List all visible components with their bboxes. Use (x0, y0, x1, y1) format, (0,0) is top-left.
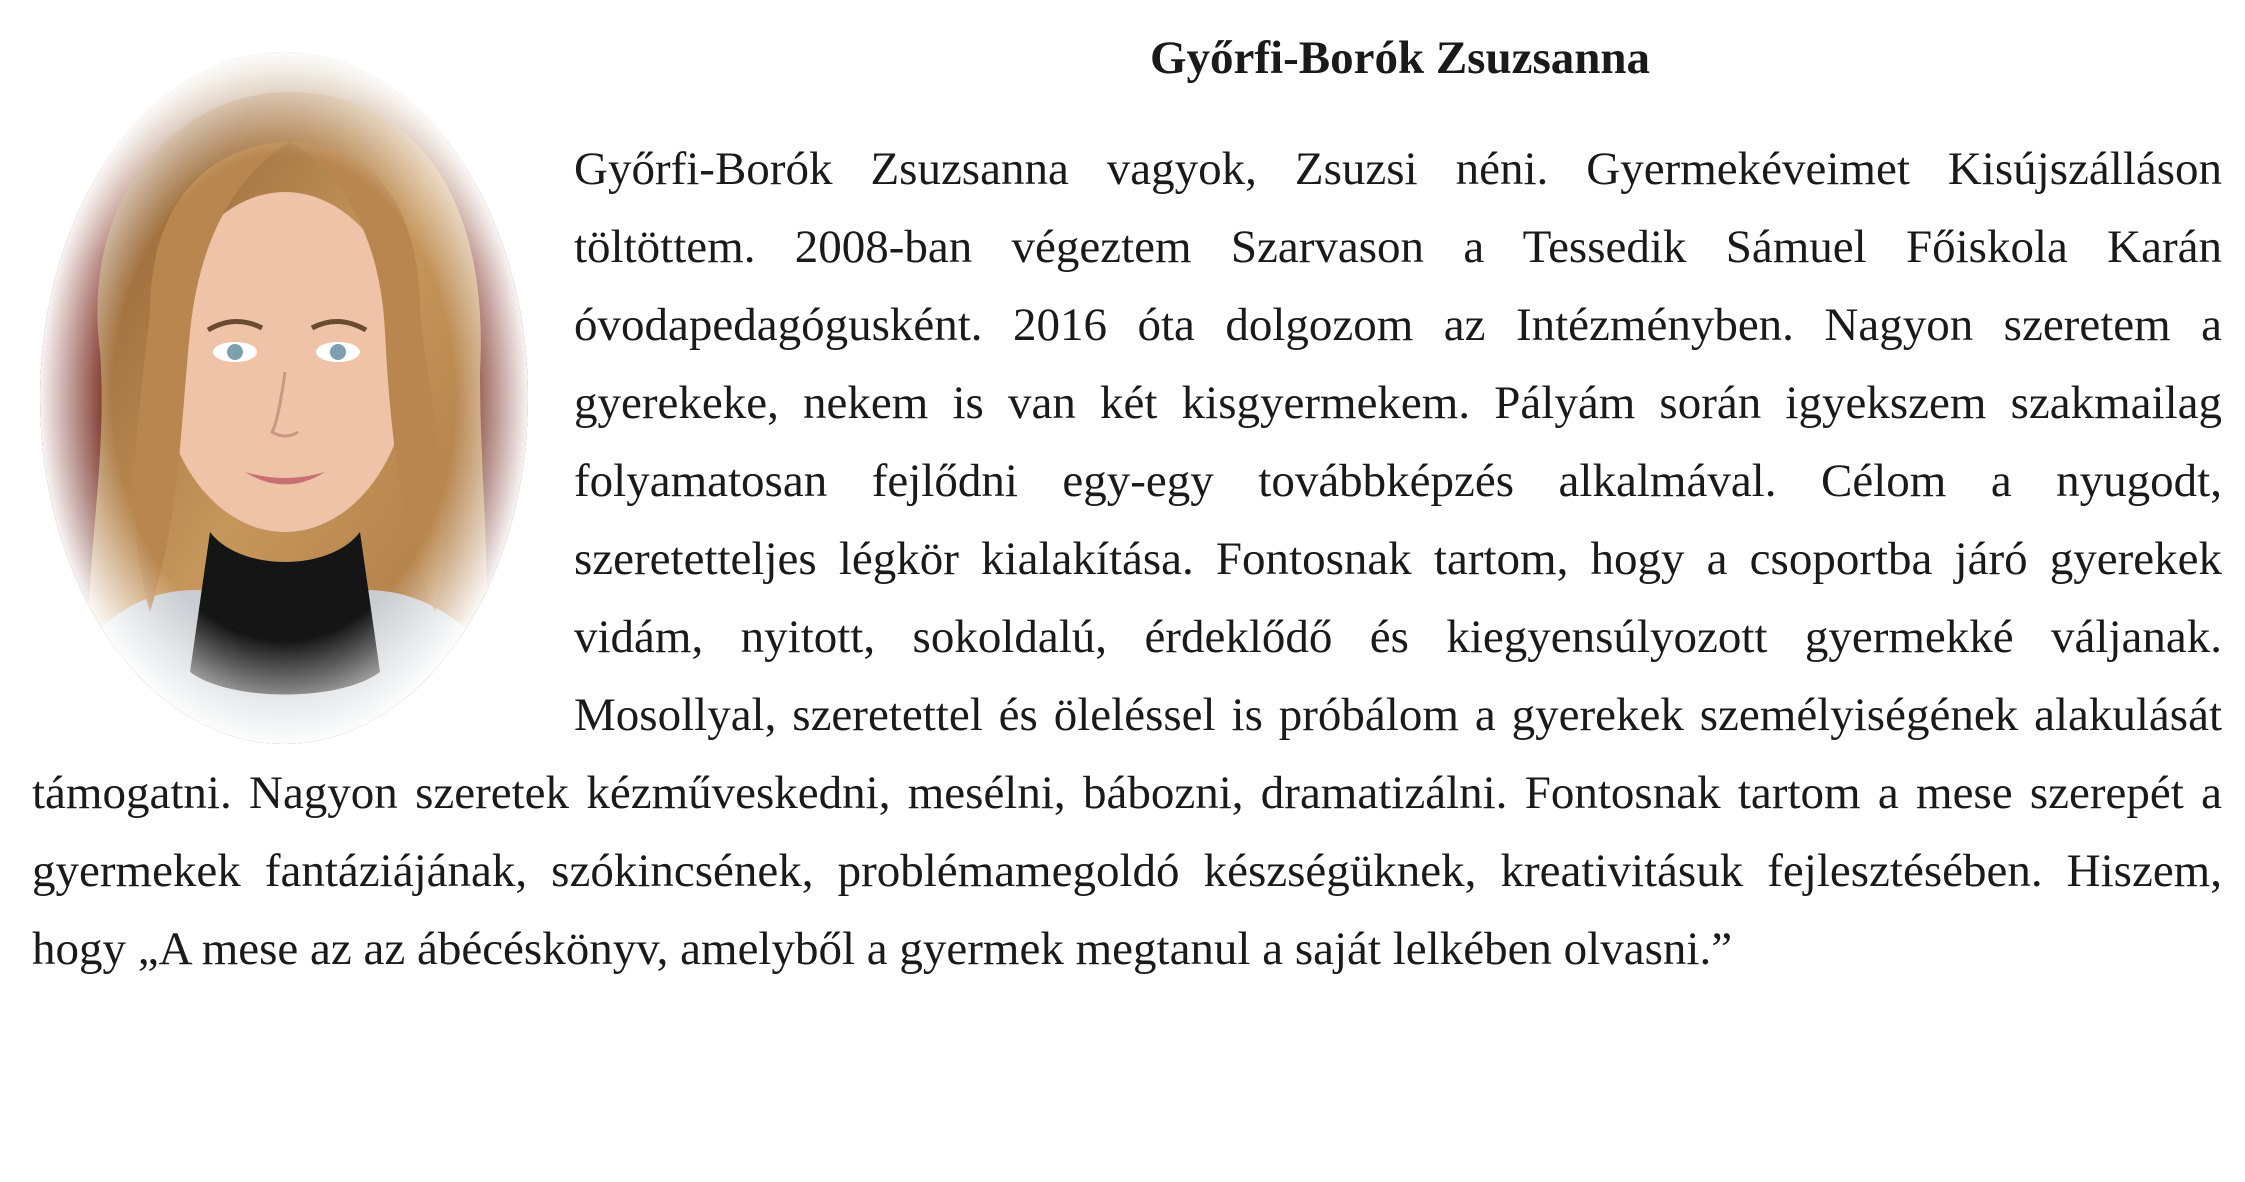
portrait-spacer (32, 130, 574, 754)
page-title: Győrfi-Borók Zsuzsanna (1149, 32, 1651, 84)
bio-text: Győrfi-Borók Zsuzsanna vagyok, Zsuzsi néni. Gyermekéveimet Kisújszálláson töltöttem. 2008-ban végeztem Szarvason a Tessedik Sámuel Főiskola Karán óvodapedagógusként. 2016 óta dolgozom az Intézményben. Nagyon szeretem a gyerekeke, nekem is van két kisgyermekem. Pályám során igyekszem szakmailag folyamatosan fejlődni egy-egy továbbképzés alkalmával. Célom a nyugodt, szeretetteljes légkör kialakítása. Fontosnak tartom, hogy a csoportba járó gyerekek vidám, nyitott, sokoldalú, érdeklődő és kiegyensúlyozott gyermekké váljanak. Mosollyal, szeretettel és öleléssel is próbálom a gyerekek személyiségének alakulását támogatni. Nagyon szeretek kézműveskedni, mesélni, bábozni, dramatizálni. Fontosnak tartom a mese szerepét a gyermekek fantáziájának, szókincsének, problémamegoldó készségüknek, kreativitásuk fejlesztésében. Hiszem, hogy „A mese az az ábécéskönyv, amelyből a gyermek megtanul a saját lelkében olvasni.” (32, 143, 2222, 975)
bio-body (32, 130, 2222, 988)
